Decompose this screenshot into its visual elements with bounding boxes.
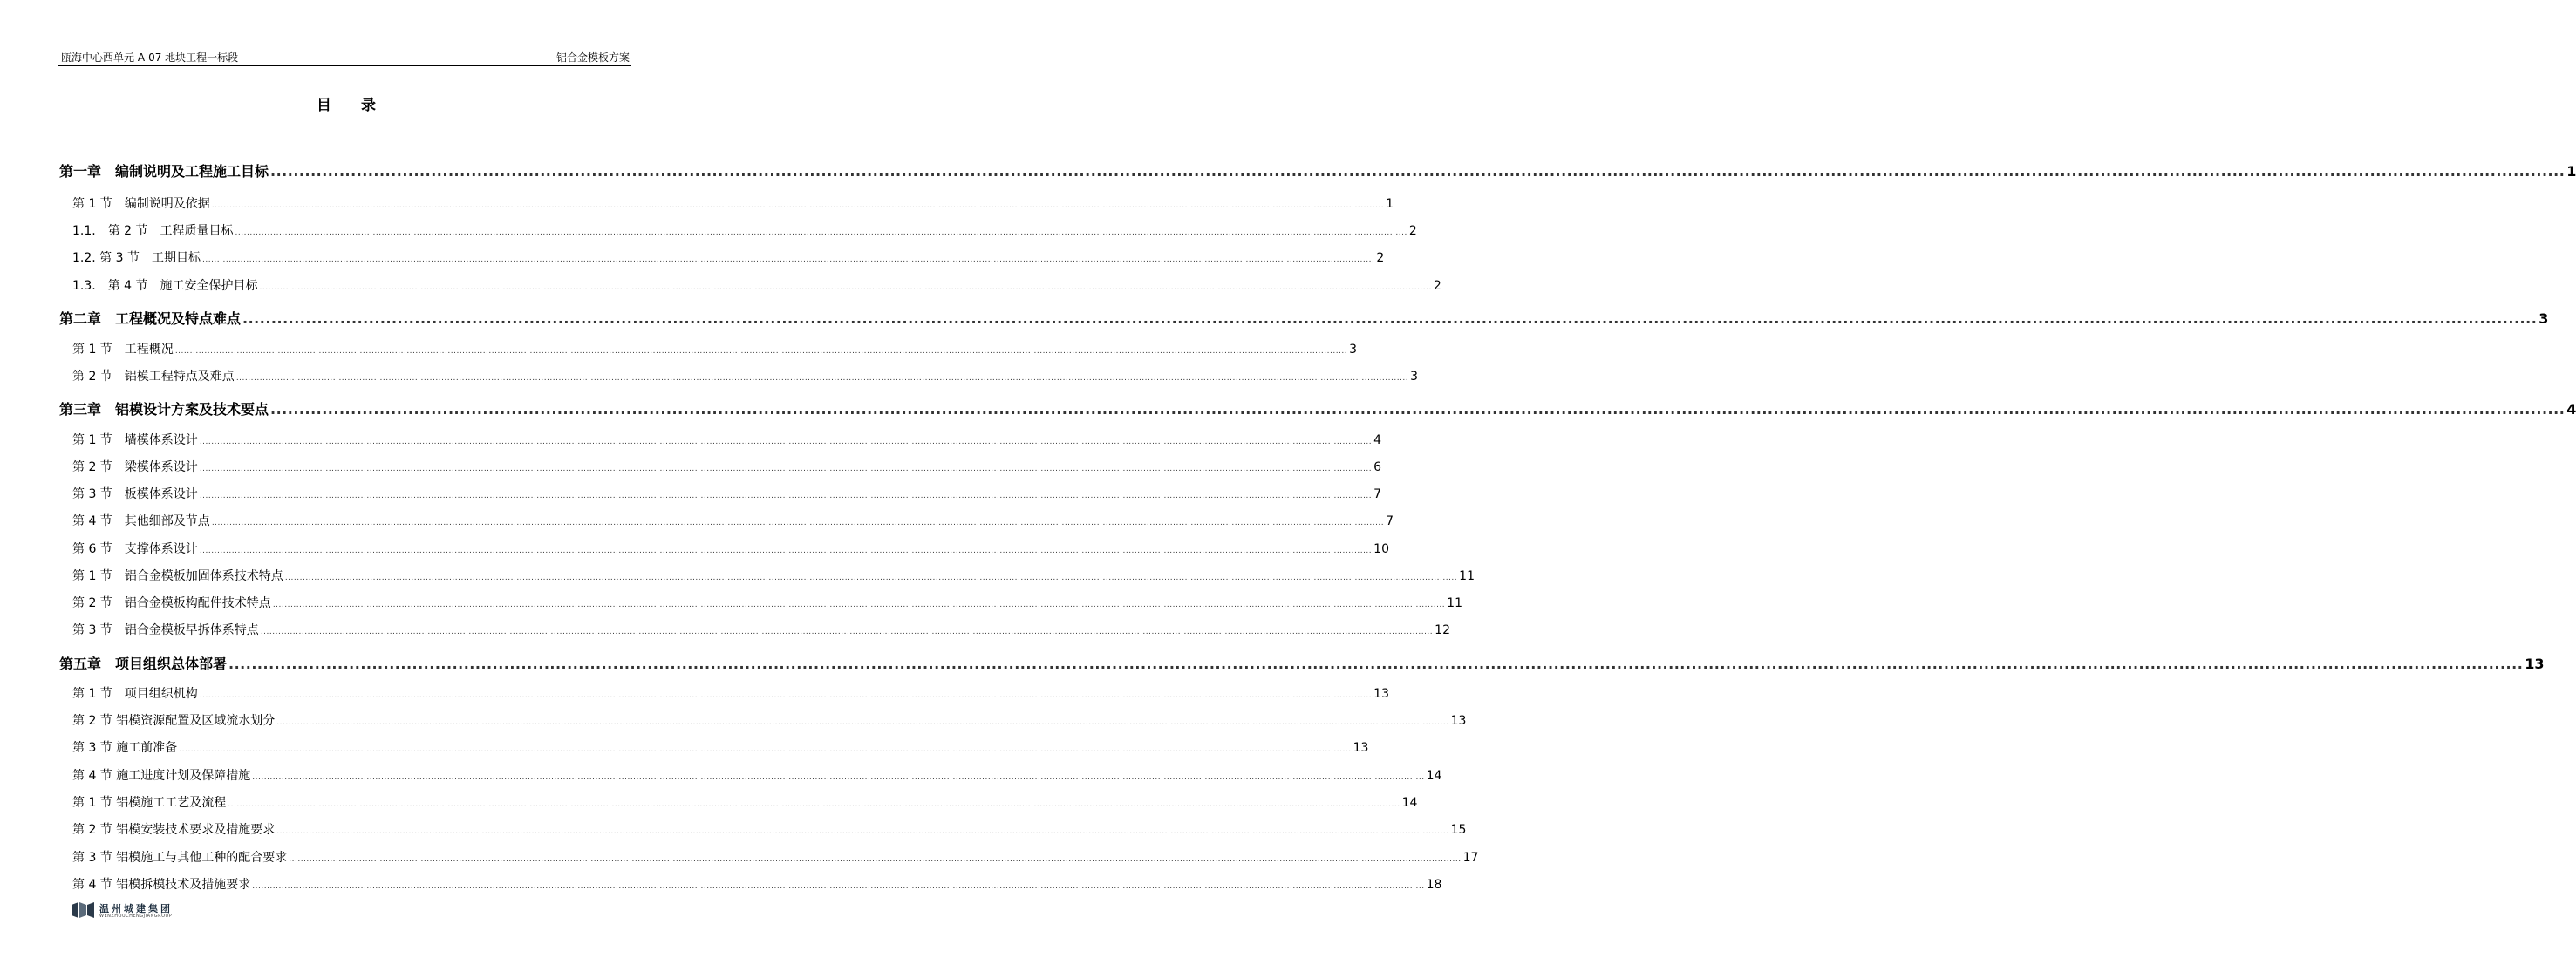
toc-leader-dots: ................................................................................................................................................................................................................................................................................................................................................................................................................	[235, 374, 1409, 383]
toc-leader-dots: ................................................................................................................................................................................................................................................................................................................................................................................................................	[259, 283, 1432, 292]
toc-leader-dots: ................................................................................................................................................................................................................................................................................................................................................................................................................	[199, 438, 1373, 446]
toc-leader-dots: ................................................................................................................................................................................................................................................................................................................................................................................................................	[284, 574, 1458, 582]
toc-section-entry[interactable]	[59, 793, 1418, 811]
toc-leader-dots: ................................................................................................................................................................................................................................................................................................................................................................................................................	[199, 492, 1373, 500]
toc-page-number: 12	[1435, 623, 1450, 637]
toc-leader-dots: ................................................................................................................................................................................................................................................................................................................................................................................................................	[276, 718, 1449, 727]
toc-page-number: 13	[2525, 656, 2545, 672]
toc-entry-text: 第 1 节 铝模施工工艺及流程	[72, 796, 227, 810]
toc-section-entry[interactable]	[59, 567, 1475, 584]
toc-entry-text: 第 1 节 工程概况	[72, 343, 174, 357]
toc-entry-text: 第 2 节 铝模工程特点及难点	[72, 370, 235, 384]
toc-section-entry[interactable]	[59, 367, 1419, 384]
toc-entry-text: 第 3 节 施工前准备	[72, 741, 178, 755]
toc-entry-text: 1.2. 第 3 节 工期目标	[72, 251, 201, 265]
header-project-name: 瓯海中心西单元 A-07 地块工程一标段	[61, 51, 239, 64]
toc-leader-dots: ................................................................................................................................................................................................................................................................................................................................................................................................................	[199, 547, 1373, 555]
toc-entry-text: 第 1 节 项目组织机构	[72, 687, 198, 701]
toc-entry-text: 第三章 铝模设计方案及技术要点	[59, 401, 269, 418]
toc-page-number: 11	[1447, 596, 1462, 610]
toc-leader-dots: ................................................................................................................................................................................................................................................................................................................................................................................................................	[260, 628, 1434, 636]
toc-section-entry[interactable]	[59, 276, 1441, 294]
toc-section-entry[interactable]	[59, 512, 1394, 529]
toc-page-number: 3	[1410, 370, 1419, 384]
toc-page-number: 2	[1376, 251, 1385, 265]
toc-chapter-entry[interactable]	[59, 653, 2545, 673]
toc-page-number: 15	[1450, 823, 1467, 837]
toc-leader-dots: ................................................................................................................................................................................................................................................................................................................................................................................................................	[242, 310, 2538, 327]
toc-entry-text: 第 1 节 墙模体系设计	[72, 433, 198, 447]
company-logo	[70, 901, 173, 919]
toc-page-number: 10	[1373, 542, 1389, 556]
toc-entry-text: 1.3. 第 4 节 施工安全保护目标	[72, 279, 258, 293]
toc-leader-dots: ................................................................................................................................................................................................................................................................................................................................................................................................................	[252, 882, 1425, 891]
toc-leader-dots: ................................................................................................................................................................................................................................................................................................................................................................................................................	[272, 601, 1446, 609]
toc-page-number: 6	[1373, 460, 1382, 474]
toc-page-number: 2	[1433, 279, 1441, 293]
toc-leader-dots: ................................................................................................................................................................................................................................................................................................................................................................................................................	[270, 401, 2566, 418]
toc-page-number: 13	[1353, 741, 1369, 755]
toc-entry-text: 第 2 节 铝合金模板构配件技术特点	[72, 596, 271, 610]
toc-page-number: 3	[2539, 310, 2549, 327]
toc-page-number: 7	[1386, 514, 1394, 528]
toc-chapter-entry[interactable]	[59, 398, 2576, 418]
toc-chapter-entry[interactable]	[59, 308, 2549, 328]
toc-leader-dots: ................................................................................................................................................................................................................................................................................................................................................................................................................	[179, 745, 1352, 754]
toc-section-entry[interactable]	[59, 621, 1450, 638]
toc-leader-dots: ................................................................................................................................................................................................................................................................................................................................................................................................................	[276, 827, 1449, 836]
toc-leader-dots: ................................................................................................................................................................................................................................................................................................................................................................................................................	[174, 347, 1348, 356]
toc-leader-dots: ................................................................................................................................................................................................................................................................................................................................................................................................................	[199, 465, 1373, 473]
toc-page-number: 3	[1349, 343, 1358, 357]
toc-section-entry[interactable]	[59, 594, 1462, 611]
toc-section-entry[interactable]	[59, 540, 1389, 557]
header-document-title: 铝合金模板方案	[555, 51, 630, 64]
toc-section-entry[interactable]	[59, 711, 1467, 729]
toc-leader-dots: ................................................................................................................................................................................................................................................................................................................................................................................................................	[228, 656, 2524, 672]
toc-page-number: 14	[1401, 796, 1418, 810]
toc-page-number: 18	[1426, 878, 1442, 892]
toc-page-number: 13	[1373, 687, 1389, 701]
toc-page-number: 1	[1386, 197, 1394, 211]
toc-leader-dots: ................................................................................................................................................................................................................................................................................................................................................................................................................	[211, 201, 1385, 210]
toc-page-number: 4	[2566, 401, 2576, 418]
toc-section-entry[interactable]	[59, 848, 1479, 866]
toc-entry-text: 第 2 节 梁模体系设计	[72, 460, 198, 474]
toc-page-number: 11	[1459, 569, 1475, 583]
toc-page-number: 14	[1426, 769, 1442, 783]
toc-page-number: 4	[1373, 433, 1382, 447]
logo-chinese-text: 温州城建集团	[99, 903, 173, 914]
toc-leader-dots: ................................................................................................................................................................................................................................................................................................................................................................................................................	[235, 228, 1407, 237]
toc-section-entry[interactable]	[59, 340, 1358, 357]
toc-entry-text: 1.1. 第 2 节 工程质量目标	[72, 224, 234, 238]
toc-title: 目 录	[317, 97, 388, 114]
toc-chapter-entry[interactable]	[59, 160, 2576, 180]
toc-entry-text: 第 3 节 铝模施工与其他工种的配合要求	[72, 851, 288, 865]
toc-section-entry[interactable]	[59, 738, 1369, 756]
toc-section-entry[interactable]	[59, 766, 1442, 784]
toc-entry-text: 第一章 编制说明及工程施工目标	[59, 163, 269, 180]
toc-section-entry[interactable]	[59, 485, 1382, 502]
toc-entry-text: 第 1 节 编制说明及依据	[72, 197, 210, 211]
toc-entry-text: 第 4 节 其他细部及节点	[72, 514, 210, 528]
toc-leader-dots: ................................................................................................................................................................................................................................................................................................................................................................................................................	[228, 800, 1400, 809]
toc-page-number: 2	[1408, 224, 1417, 238]
toc-entry-text: 第 4 节 铝模拆模技术及措施要求	[72, 878, 251, 892]
toc-entry-text: 第 2 节 铝模安装技术要求及措施要求	[72, 823, 276, 837]
toc-entry-text: 第二章 工程概况及特点难点	[59, 310, 242, 327]
toc-entry-text: 第 6 节 支撑体系设计	[72, 542, 198, 556]
toc-entry-text: 第 1 节 铝合金模板加固体系技术特点	[72, 569, 283, 583]
toc-leader-dots: ................................................................................................................................................................................................................................................................................................................................................................................................................	[211, 519, 1385, 527]
toc-leader-dots: ................................................................................................................................................................................................................................................................................................................................................................................................................	[270, 163, 2566, 180]
toc-leader-dots: ................................................................................................................................................................................................................................................................................................................................................................................................................	[289, 855, 1462, 864]
toc-section-entry[interactable]	[59, 194, 1394, 212]
toc-entry-text: 第 2 节 铝模资源配置及区域流水划分	[72, 714, 276, 728]
toc-section-entry[interactable]	[59, 248, 1385, 266]
toc-section-entry[interactable]	[59, 431, 1382, 448]
toc-page-number: 7	[1373, 487, 1382, 501]
toc-page-number: 1	[2566, 163, 2576, 180]
toc-section-entry[interactable]	[59, 221, 1417, 239]
toc-entry-text: 第 3 节 铝合金模板早拆体系特点	[72, 623, 259, 637]
toc-page-number: 13	[1450, 714, 1467, 728]
toc-section-entry[interactable]	[59, 875, 1442, 893]
company-logo-icon	[70, 901, 96, 919]
toc-page-number: 17	[1462, 851, 1479, 865]
toc-section-entry[interactable]	[59, 684, 1389, 702]
logo-english-text: WENZHOUCHENGJIANGROUP	[99, 914, 173, 919]
toc-section-entry[interactable]	[59, 458, 1382, 475]
toc-section-entry[interactable]	[59, 820, 1467, 838]
toc-leader-dots: ................................................................................................................................................................................................................................................................................................................................................................................................................	[252, 773, 1425, 782]
toc-entry-text: 第 4 节 施工进度计划及保障措施	[72, 769, 251, 783]
toc-leader-dots: ................................................................................................................................................................................................................................................................................................................................................................................................................	[201, 255, 1375, 264]
toc-leader-dots: ................................................................................................................................................................................................................................................................................................................................................................................................................	[199, 691, 1373, 700]
toc-entry-text: 第五章 项目组织总体部署	[59, 656, 228, 672]
page-header	[58, 50, 631, 66]
toc-entry-text: 第 3 节 板模体系设计	[72, 487, 198, 501]
